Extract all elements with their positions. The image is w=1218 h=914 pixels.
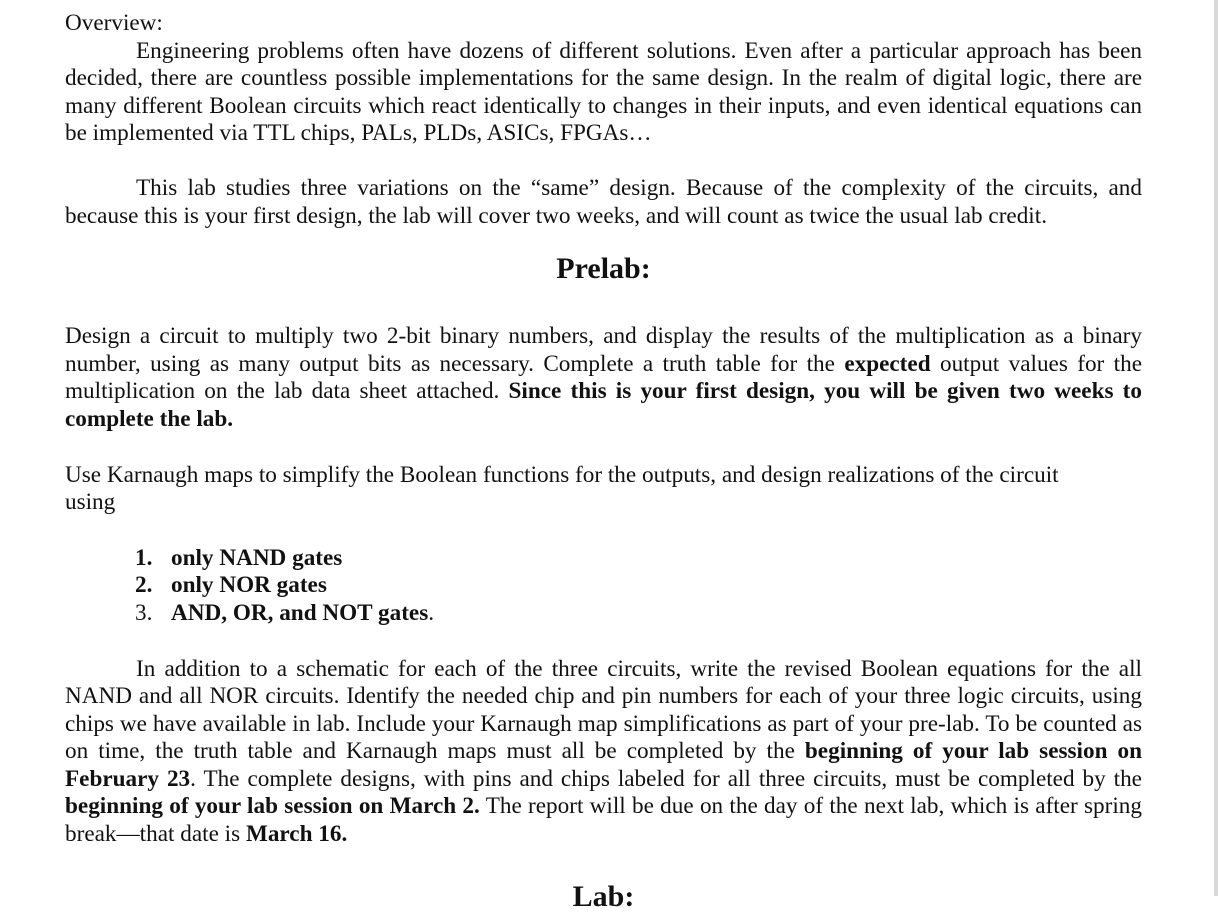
list-text: only NAND gates <box>171 544 343 571</box>
prelab-p3-text-c: . The complete designs, with pins and chips labeled for all three circuits, must be completed by the <box>190 765 1142 792</box>
list-number: 2. <box>135 572 153 599</box>
prelab-p3-deadline-mar2: beginning of your lab session on March 2. <box>65 793 480 820</box>
gate-options-list <box>65 545 1142 628</box>
list-text: AND, OR, and NOT gates <box>171 599 429 626</box>
overview-paragraph-1: Engineering problems often have dozens of different solutions. Even after a particular approach has been decided, there are countless possible implementations for the same design. In the realm of digital logic, there are many different Boolean circuits which react identically to changes in their inputs, and even identical equations can be implemented via TTL chips, PALs, PLDs, ASICs, FPGAs… <box>65 37 1142 147</box>
prelab-p1-two-weeks-note: Since this is your first design, you will be given two weeks to complete the lab. <box>65 378 1142 432</box>
prelab-p1-text-c: output values for the multiplication on the lab data sheet attached. <box>65 350 1142 405</box>
prelab-paragraph-2: Use Karnaugh maps to simplify the Boolean functions for the outputs, and design realizations of the circuit using <box>65 461 1059 516</box>
list-number: 1. <box>135 544 153 571</box>
prelab-p3-deadline-feb: beginning of your lab session on February 23 <box>65 738 1142 792</box>
list-text: only NOR gates <box>171 572 327 599</box>
prelab-p3-text-a: In addition to a schematic for each of the three circuits, write the revised Boolean equations for the all NAND and all NOR circuits. Identify the needed chip and pin numbers for each of your three logic circuits, using chips we have available in lab. Include your Karnaugh map simplifications as part of your pre-lab. To be counted as on time, the truth table and Karnaugh maps must all be completed by the <box>65 655 1142 765</box>
overview-label: Overview: <box>65 10 163 36</box>
prelab-paragraph-3 <box>65 656 1142 849</box>
prelab-paragraph-1 <box>65 323 1142 433</box>
list-item <box>135 572 1142 600</box>
prelab-p1-expected: expected <box>844 350 931 377</box>
prelab-p3-deadline-mar16: March 16. <box>245 821 348 848</box>
prelab-heading: Prelab: <box>556 252 651 286</box>
page-edge <box>1214 0 1218 896</box>
list-suffix: . <box>428 599 435 626</box>
prelab-p3-text-e: The report will be due on the day of the next lab, which is after spring break—that date is <box>65 793 1142 848</box>
document-page <box>65 10 1142 913</box>
overview-paragraph-2: This lab studies three variations on the “same” design. Because of the complexity of the circuits, and because this is your first design, the lab will cover two weeks, and will count as twice the usual lab credit. <box>65 174 1142 229</box>
list-item <box>135 600 1142 628</box>
list-item <box>135 545 1142 573</box>
lab-heading: Lab: <box>572 880 635 913</box>
list-number: 3. <box>135 599 153 626</box>
prelab-p1-text-a: Design a circuit to multiply two 2-bit binary numbers, and display the results of the multiplication as a binary number, using as many output bits as necessary. Complete a truth table for the <box>65 323 1142 377</box>
